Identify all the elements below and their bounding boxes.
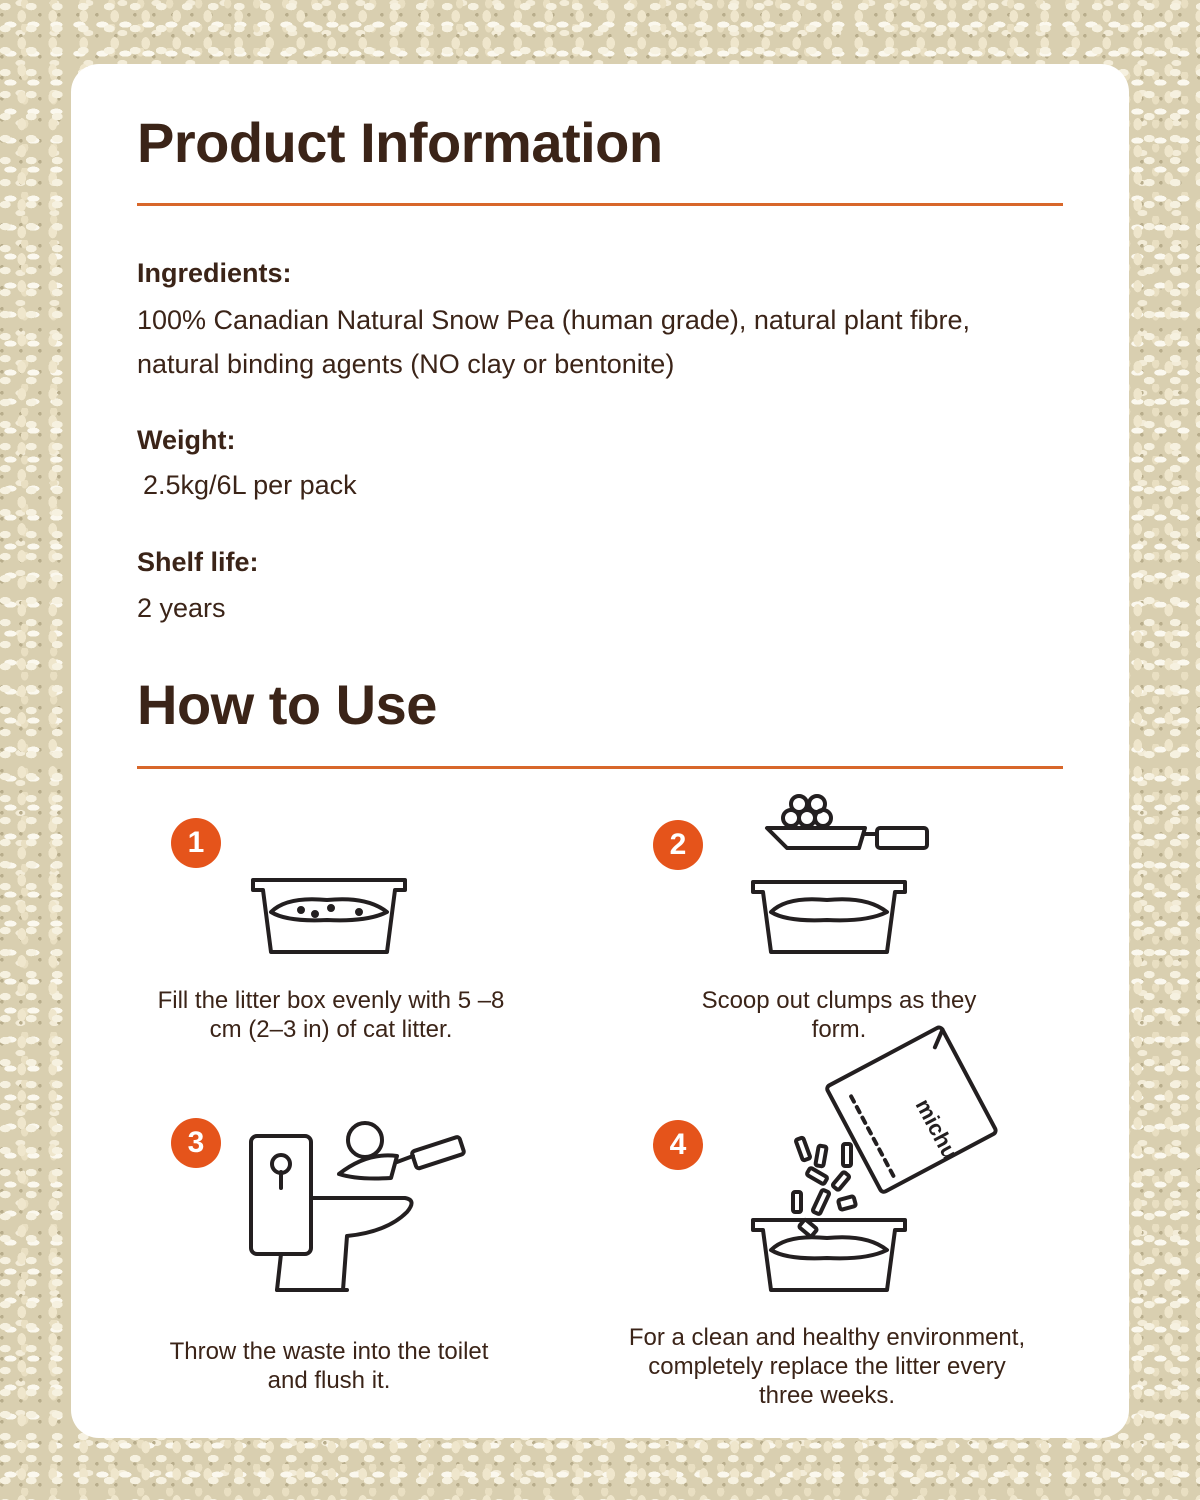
how-to-use-title: How to Use (137, 673, 437, 736)
product-card (71, 64, 1129, 1438)
litter-box-icon (247, 876, 417, 966)
product-info-divider (137, 203, 1063, 206)
bag-brand-text: michu (910, 1094, 964, 1164)
step-4-text: For a clean and healthy environment, completely replace the litter every three weeks. (628, 1324, 1026, 1409)
litter-bag-icon (747, 1042, 997, 1302)
toilet-icon (247, 1112, 477, 1292)
ingredients-label: Ingredients: (137, 258, 292, 288)
how-to-use-divider (137, 766, 1063, 769)
step-1-text: Fill the litter box evenly with 5 –8 cm (2–3 in) of cat litter. (157, 987, 505, 1043)
weight-label: Weight: (137, 425, 236, 455)
shelf-life-label: Shelf life: (137, 547, 259, 577)
step-2-badge: 2 (653, 820, 703, 870)
step-3-text: Throw the waste into the toilet and flush it. (169, 1338, 489, 1394)
scoop-icon (747, 792, 917, 962)
step-1-badge: 1 (171, 818, 221, 868)
step-3-badge: 3 (171, 1118, 221, 1168)
shelf-life-value: 2 years (137, 593, 226, 623)
ingredients-value: 100% Canadian Natural Snow Pea (human grade), natural plant fibre, natural binding agents (NO clay or bentonite) (137, 305, 971, 379)
step-2-text: Scoop out clumps as they form. (701, 987, 977, 1043)
step-4-badge: 4 (653, 1120, 703, 1170)
product-info-title: Product Information (137, 111, 663, 174)
weight-value: 2.5kg/6L per pack (143, 470, 357, 500)
